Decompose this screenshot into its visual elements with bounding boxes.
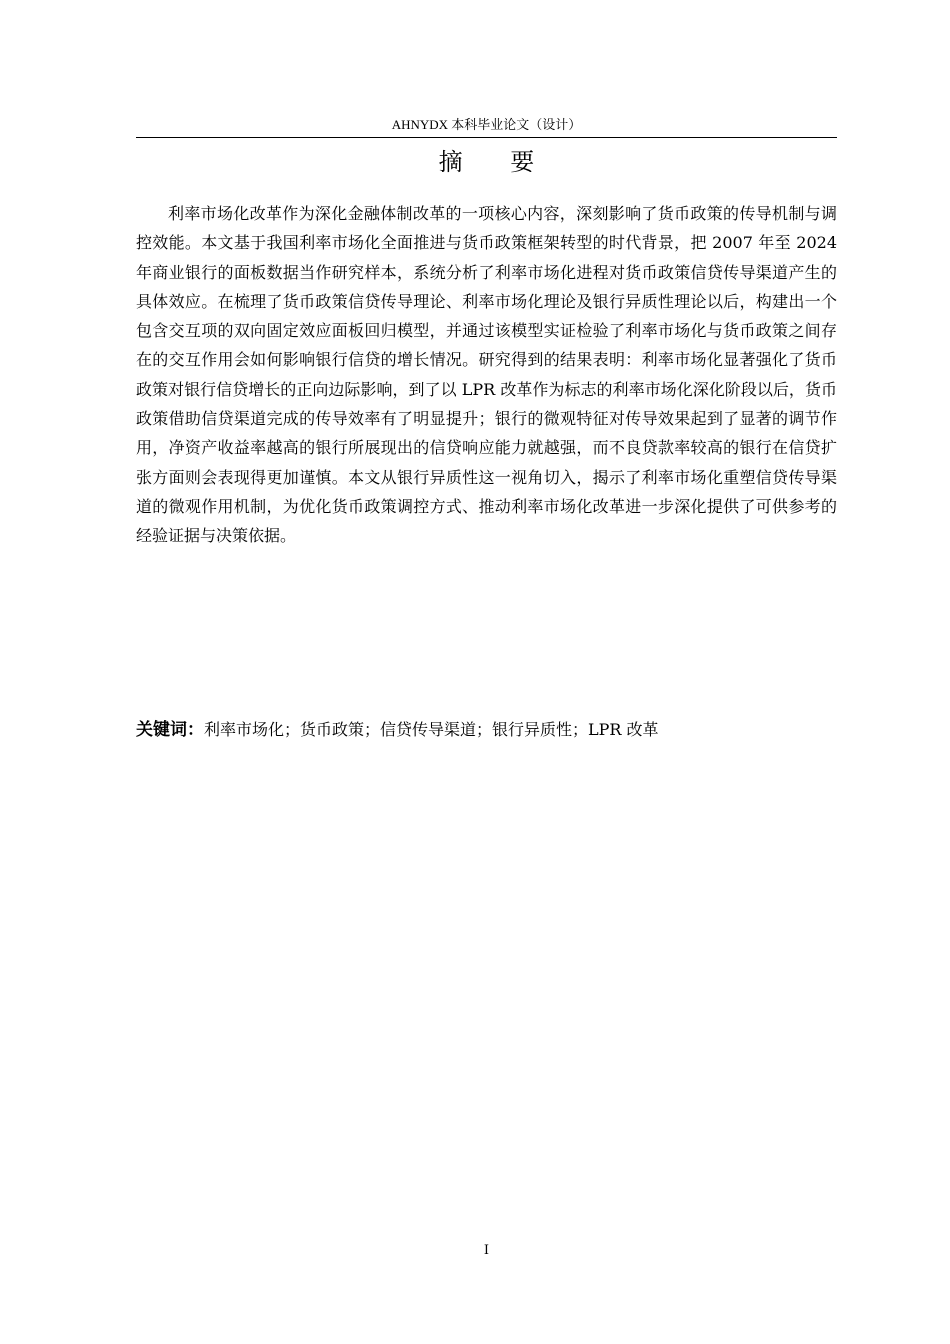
running-header: AHNYDX 本科毕业论文（设计） — [391, 117, 582, 132]
abstract-paragraph: 利率市场化改革作为深化金融体制改革的一项核心内容，深刻影响了货币政策的传导机制与调控效能。本文基于我国利率市场化全面推进与货币政策框架转型的时代背景，把 2007 年至 2024 年商业银行的面板数据当作研究样本，系统分析了利率市场化进程对货币政策信贷传导渠道产生的具体效应。在梳理了货币政策信贷传导理论、利率市场化理论及银行异质性理论以后，构建出一个包含交互项的双向固定效应面板回归模型，并通过该模型实证检验了利率市场化与货币政策之间存在的交互作用会如何影响银行信贷的增长情况。研究得到的结果表明：利率市场化显著强化了货币政策对银行信贷增长的正向边际影响，到了以 LPR 改革作为标志的利率市场化深化阶段以后，货币政策借助信贷渠道完成的传导效率有了明显提升；银行的微观特征对传导效果起到了显著的调节作用，净资产收益率越高的银行所展现出的信贷响应能力就越强，而不良贷款率较高的银行在信贷扩张方面则会表现得更加谨慎。本文从银行异质性这一视角切入，揭示了利率市场化重塑信贷传导渠道的微观作用机制，为优化货币政策调控方式、推动利率市场化改革进一步深化提供了可供参考的经验证据与决策依据。 — [136, 204, 837, 546]
page-number: I — [483, 1243, 490, 1258]
header-rule — [136, 137, 837, 138]
page-title: 摘 要 — [438, 148, 555, 176]
keywords-line — [136, 715, 837, 745]
keywords-value: 利率市场化；货币政策；信贷传导渠道；银行异质性；LPR 改革 — [204, 720, 659, 739]
keywords-label: 关键词： — [136, 720, 204, 740]
